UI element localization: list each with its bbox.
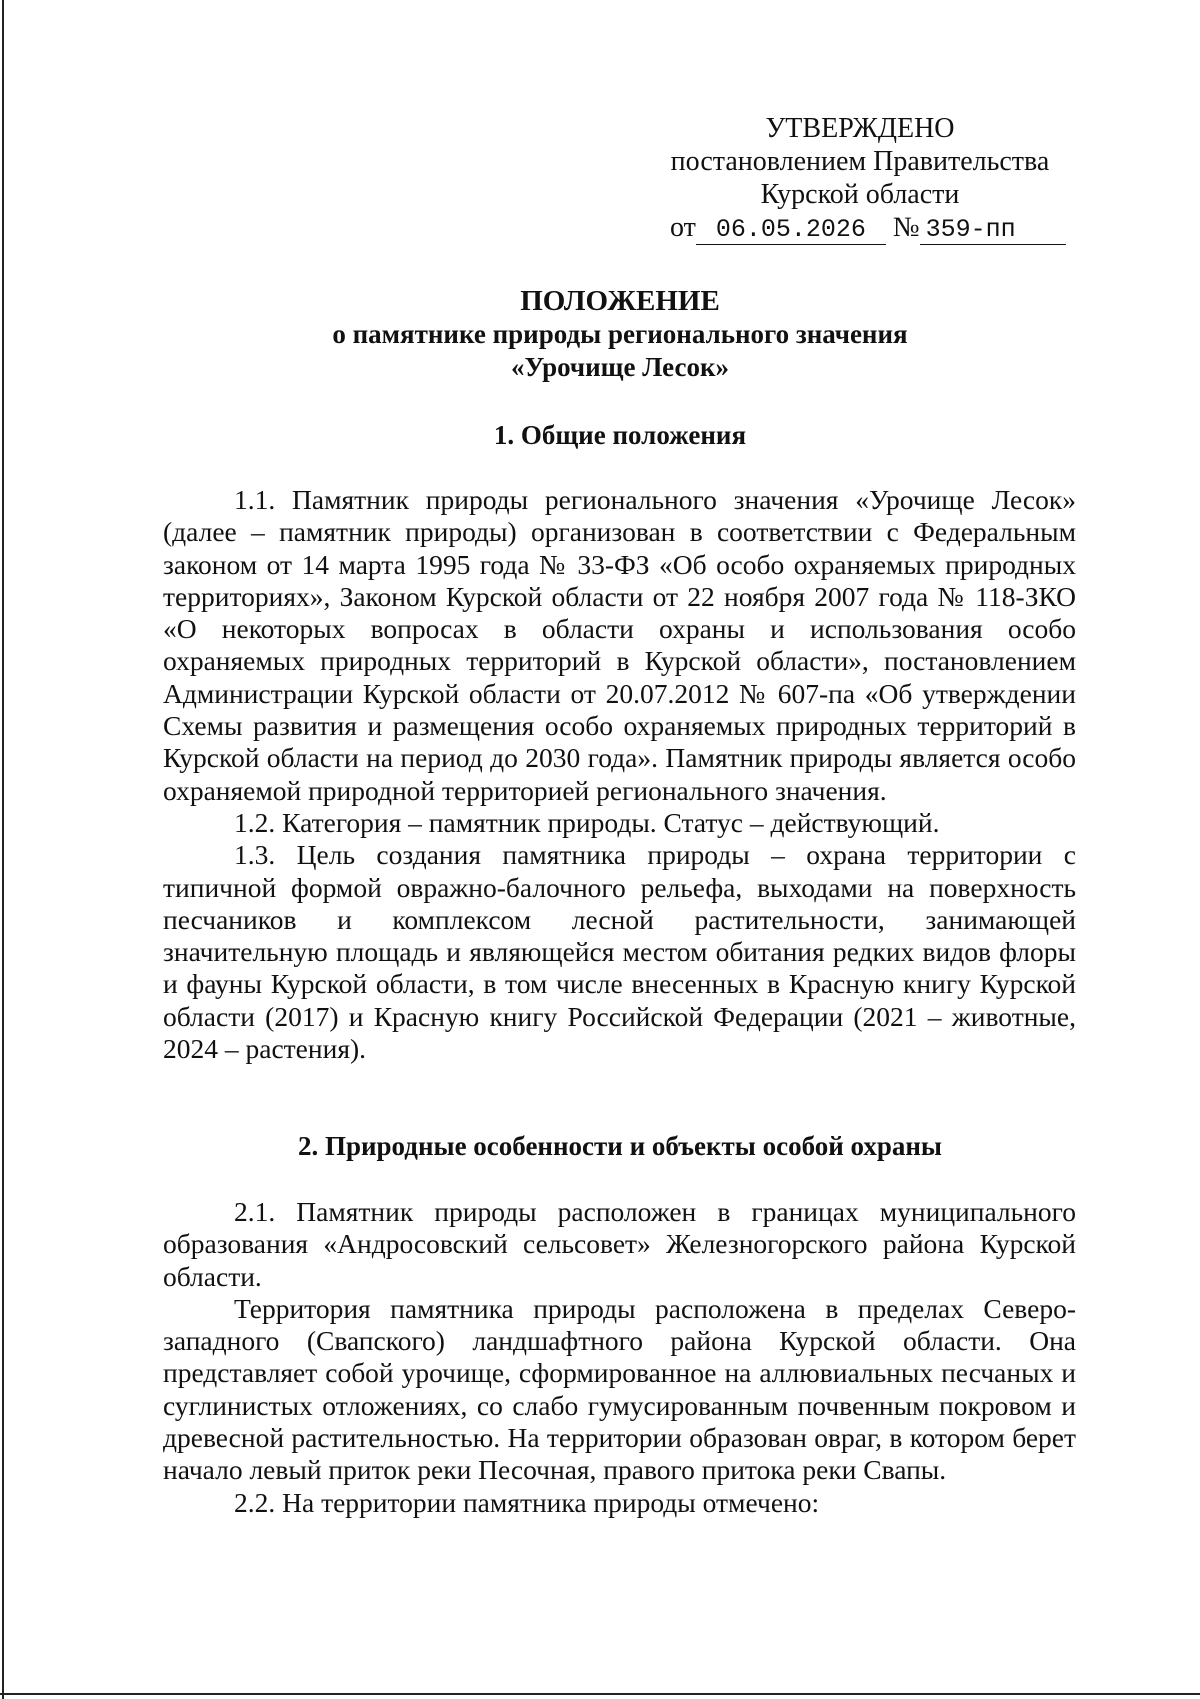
title-sub-1: о памятнике природы регионального значения (332, 319, 908, 349)
section-2-body (163, 1196, 1076, 1519)
approval-line-2: Курской области (760, 179, 960, 210)
paragraph-2-1-continued: Территория памятника природы расположена в пределах Северо-западного (Свапского) ландшафтного района Курской области. Она представляет собой урочище, сформированное на аллювиальных песчаных и суглинистых отложениях, со слабо гумусированным почвенным покровом и древесной растительностью. На территории образован овраг, в котором берет начало левый приток реки Песочная, правого притока реки Свапы. (163, 1292, 1076, 1486)
number-label: № (892, 212, 920, 243)
approval-number: 359-пп (920, 216, 1066, 245)
paragraph-1-3: 1.3. Цель создания памятника природы – охрана территории с типичной формой овражно-балочного рельефа, выходами на поверхность песчаников и комплексом лесной растительности, занимающей значительную площадь и являющейся местом обитания редких видов флоры и фауны Курской области, в том числе внесенных в Красную книгу Курской области (2017) и Красную книгу Российской Федерации (2021 – животные, 2024 – растения). (163, 839, 1076, 1065)
paragraph-2-1: 2.1. Памятник природы расположен в границах муниципального образования «Андросовский сельсовет» Железногорского района Курской области. (163, 1196, 1076, 1292)
title-main: ПОЛОЖЕНИЕ (520, 285, 720, 317)
section-2-heading: 2. Природные особенности и объекты особой охраны (297, 1131, 943, 1161)
paragraph-1-1: 1.1. Памятник природы регионального значения «Урочище Лесок» (далее – памятник природы) организован в соответствии с Федеральным законом от 14 марта 1995 года № 33-ФЗ «Об особо охраняемых природных территориях», Законом Курской области от 22 ноября 2007 года № 118-ЗКО «О некоторых вопросах в области охраны и использования особо охраняемых природных территорий в Курской области», постановлением Администрации Курской области от 20.07.2012 № 607-па «Об утверждении Схемы развития и размещения особо охраняемых природных территорий в Курской области на период до 2030 года». Памятник природы является особо охраняемой природной территорией регионального значения. (163, 484, 1076, 806)
scan-edge-bottom (0, 1693, 1200, 1695)
approval-date-line (660, 211, 1060, 245)
paragraph-2-2: 2.2. На территории памятника природы отмечено: (234, 1486, 820, 1518)
approval-stamp: УТВЕРЖДЕНО (765, 113, 955, 144)
from-label: от (670, 212, 696, 243)
approval-line-1: постановлением Правительства (670, 146, 1050, 177)
document-title (160, 285, 1080, 384)
paragraph-1-2: 1.2. Категория – памятник природы. Статус – действующий. (234, 806, 940, 838)
scan-edge-left (2, 0, 4, 1699)
title-sub-2: «Урочище Лесок» (510, 352, 730, 382)
approval-date: 06.05.2026 (696, 216, 886, 245)
approval-block (660, 112, 1060, 245)
section-1-body (163, 484, 1076, 1065)
section-1-heading: 1. Общие положения (493, 420, 747, 450)
